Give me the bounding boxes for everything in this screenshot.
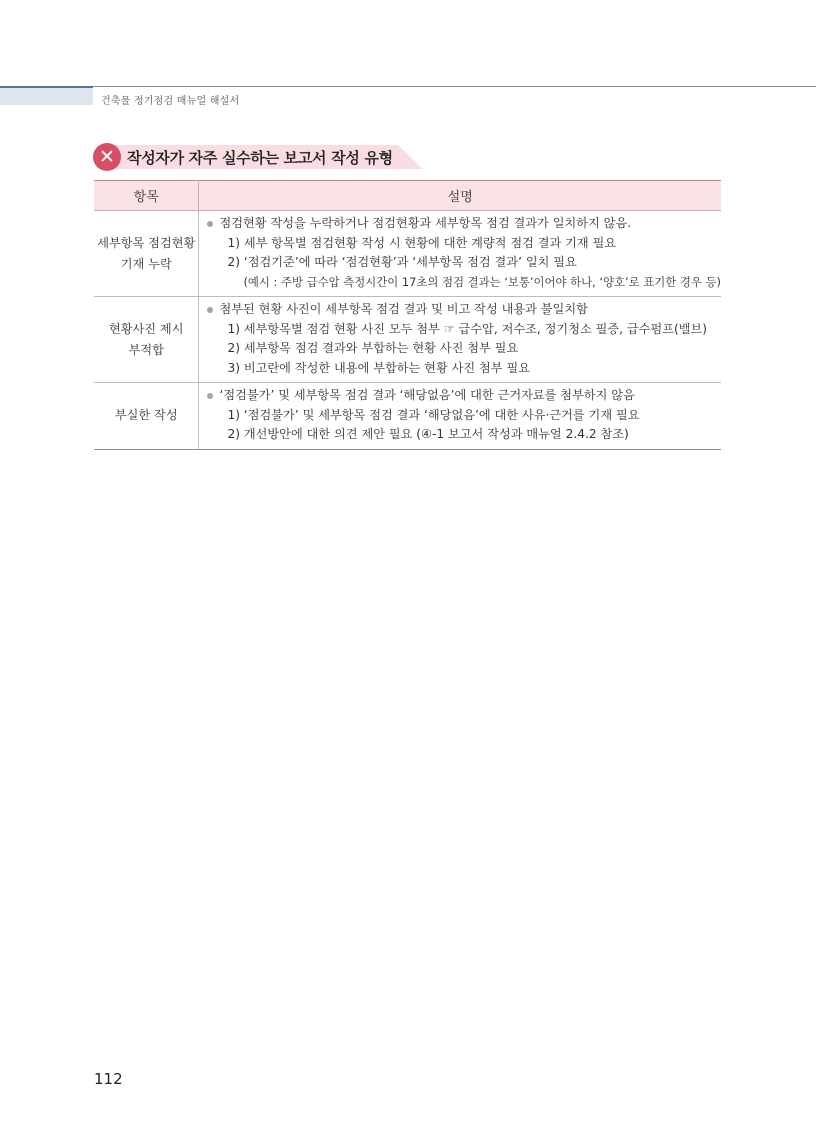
- sub-item: 2) 세부항목 점검 결과와 부합하는 현황 사진 첨부 필요: [227, 341, 519, 355]
- bullet-point: 점검현황 작성을 누락하거나 점검현황과 세부항목 점검 결과가 일치하지 않음.: [207, 214, 721, 234]
- bullet-dot-icon: [207, 221, 213, 227]
- table-row: [94, 383, 721, 450]
- row-description: [199, 211, 721, 297]
- table-row: [94, 297, 721, 383]
- sub-item: 2) 개선방안에 대한 의견 제안 필요 (④-1 보고서 작성과 매뉴얼 2.4.2 참조): [227, 427, 629, 441]
- example-note: (예시 : 주방 급수압 측정시간이 17초의 점검 결과는 ‘보통’이어야 하나, ‘양호’로 표기한 경우 등): [243, 274, 721, 289]
- running-header-rule: [93, 86, 816, 87]
- section-title: 작성자가 자주 실수하는 보고서 작성 유형: [127, 149, 393, 167]
- sub-item: 2) ‘점검기준’에 따라 ‘점검현황’과 ‘세부항목 점검 결과’ 일치 필요: [227, 255, 577, 269]
- sub-item: 1) ‘점검불가’ 및 세부항목 점검 결과 ‘해당없음’에 대한 사유·근거를 기재 필요: [227, 407, 640, 422]
- section-heading: [93, 143, 423, 171]
- row-description: [199, 383, 721, 450]
- sub-item: 1) 세부항목별 점검 현황 사진 모두 첨부 ☞ 급수압, 저수조, 정기청소 필증, 급수펌프(밸브): [227, 321, 708, 336]
- sub-item: 3) 비고란에 작성한 내용에 부합하는 현황 사진 첨부 필요: [227, 360, 530, 375]
- row-item-label: 부실한 작성: [94, 383, 199, 450]
- bullet-dot-icon: [207, 307, 213, 313]
- running-header-title: 건축물 정기점검 매뉴얼 해설서: [101, 96, 240, 107]
- bullet-point: 첨부된 현황 사진이 세부항목 점검 결과 및 비고 작성 내용과 불일치함: [207, 300, 721, 320]
- x-circle-icon: ✕: [93, 143, 121, 171]
- table-row: [94, 211, 721, 297]
- row-item-label: 세부항목 점검현황 기재 누락: [94, 211, 199, 297]
- column-header-description: 설명: [199, 181, 721, 211]
- running-header-tab: [0, 86, 93, 105]
- column-header-item: 항목: [94, 181, 199, 211]
- page-number: 112: [94, 1070, 123, 1088]
- row-description: [199, 297, 721, 383]
- bullet-dot-icon: [207, 393, 213, 399]
- bullet-point: ‘점검불가’ 및 세부항목 점검 결과 ‘해당없음’에 대한 근거자료를 첨부하지 않음: [207, 386, 721, 406]
- table-header-row: [94, 181, 721, 211]
- sub-item: 1) 세부 항목별 점검현황 작성 시 현황에 대한 계량적 점검 결과 기재 필요: [227, 235, 617, 250]
- mistakes-table: [94, 180, 721, 450]
- row-item-label: 현황사진 제시 부적합: [94, 297, 199, 383]
